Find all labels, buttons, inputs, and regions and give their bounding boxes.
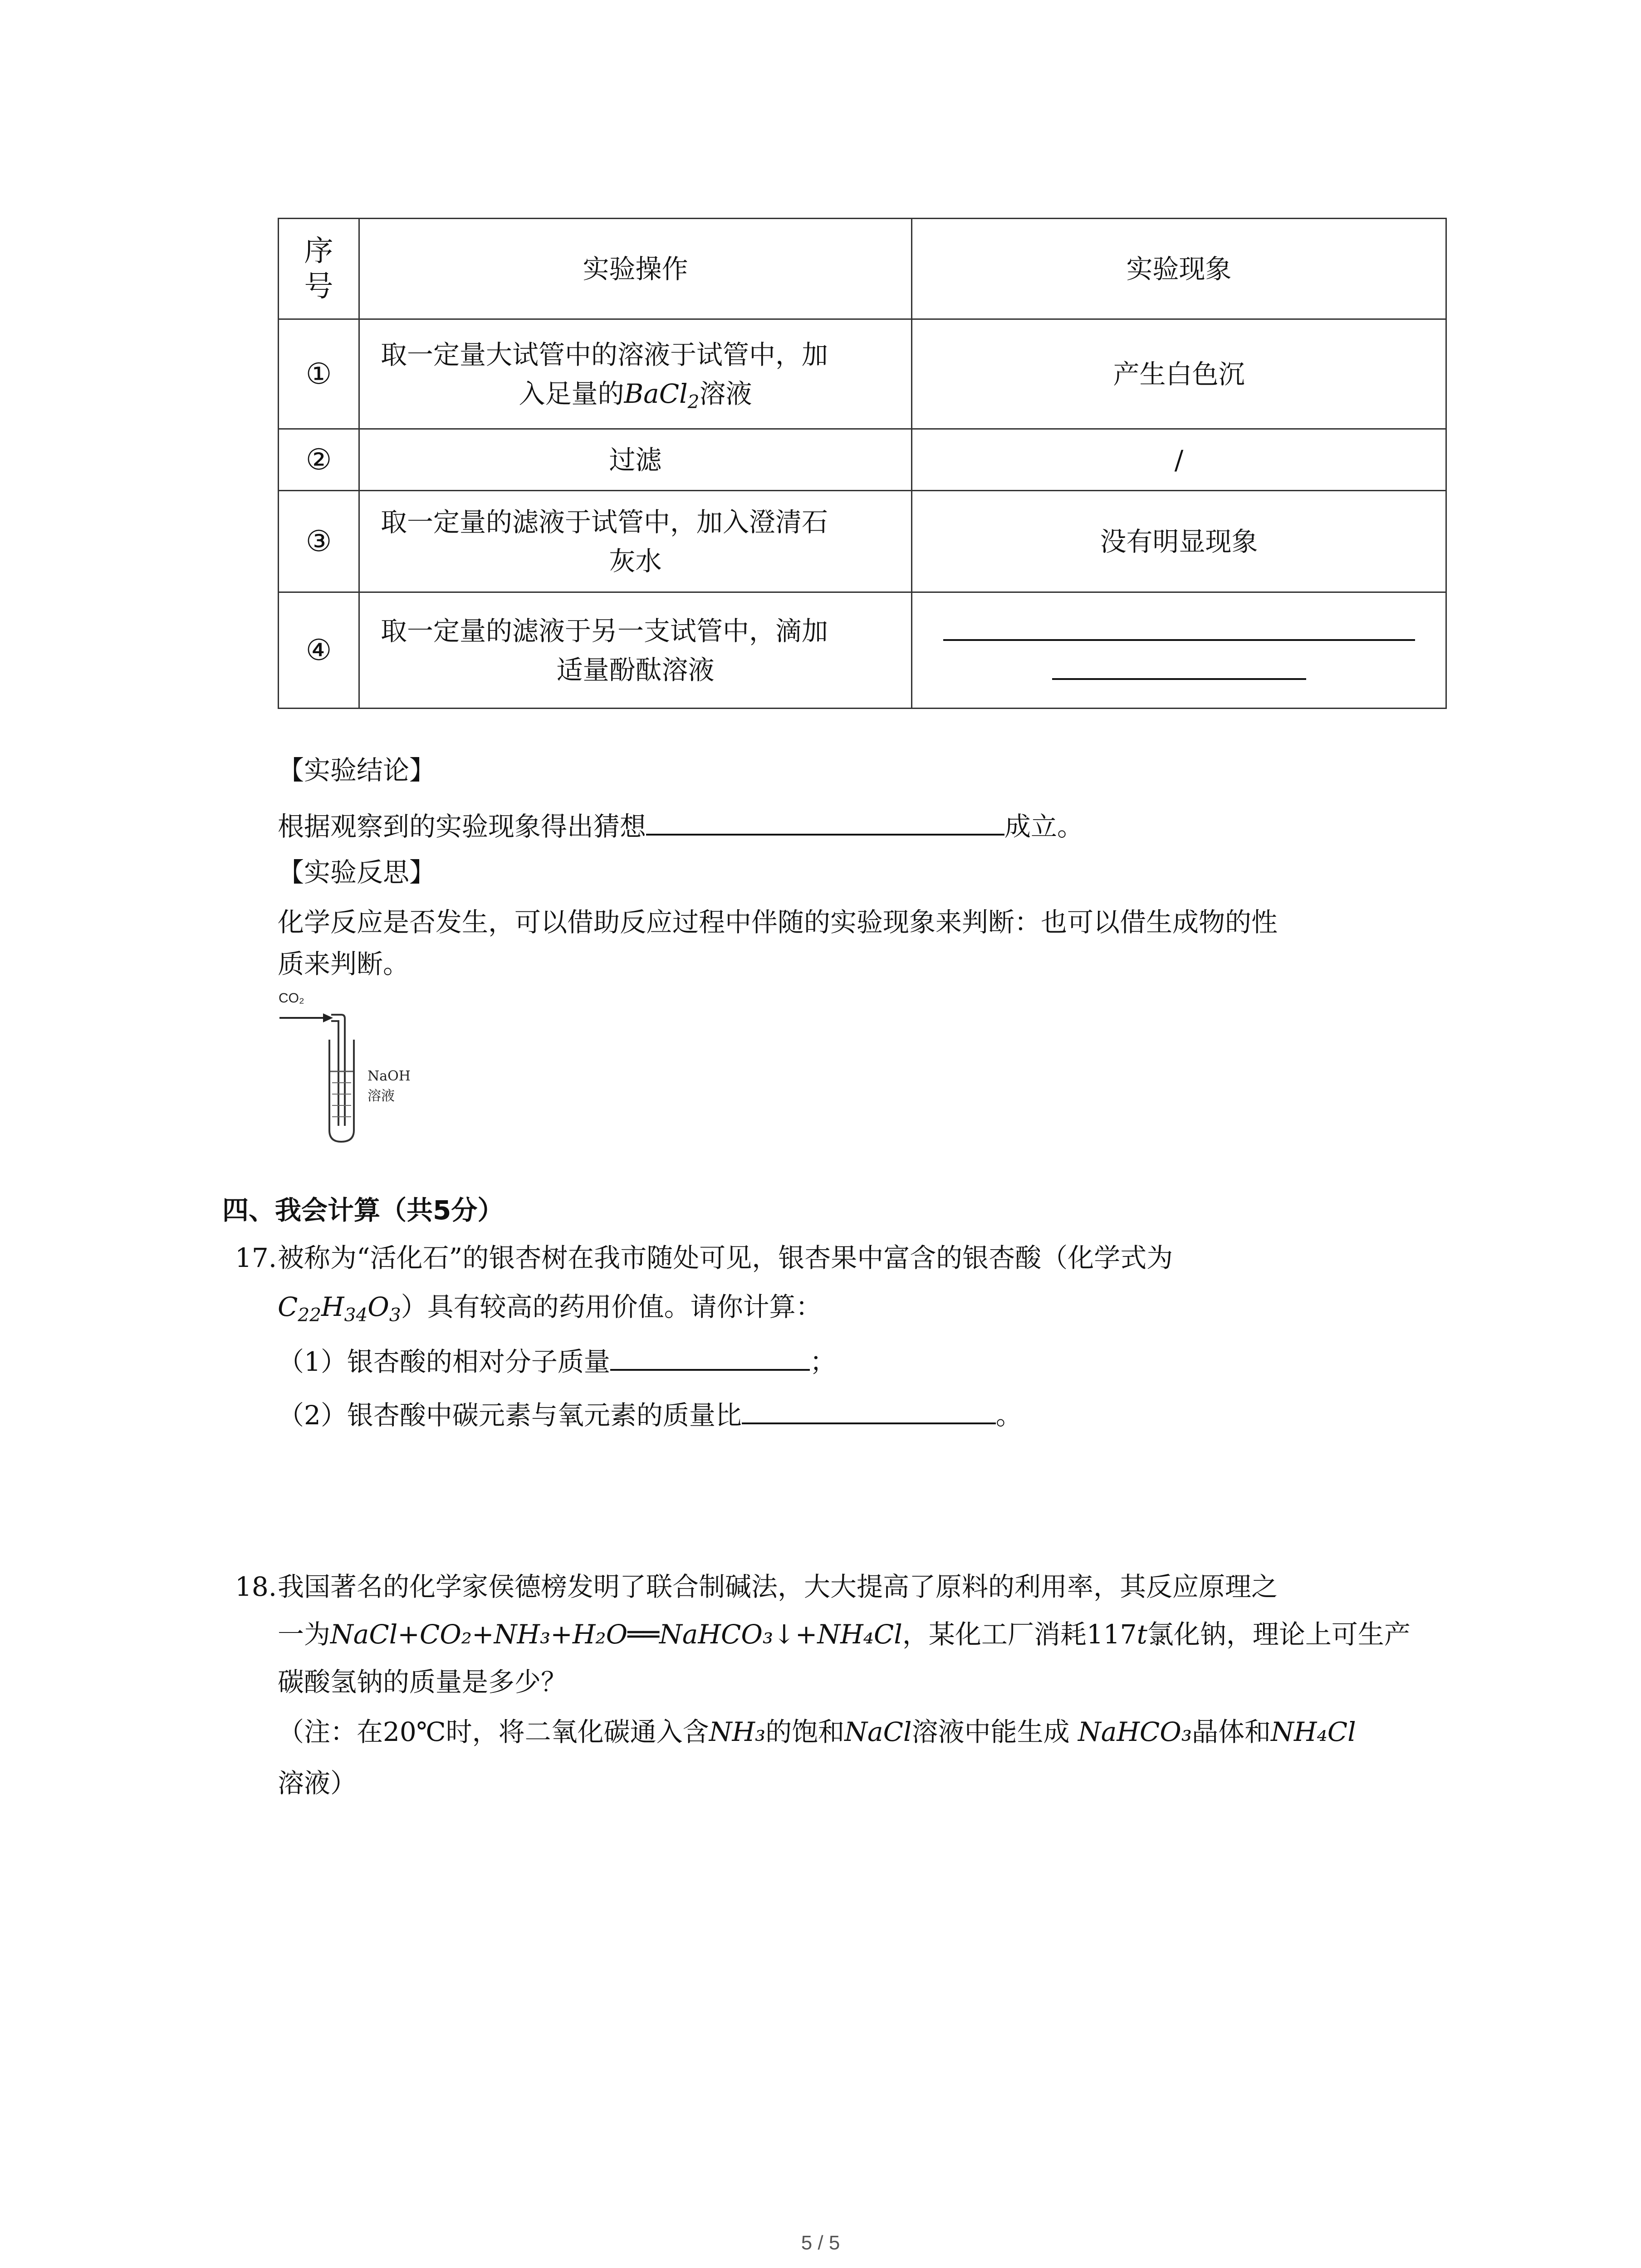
answer-blank[interactable] — [742, 1393, 996, 1424]
header-phenomenon: 实验现象 — [912, 219, 1446, 319]
op-line: 灰水 — [609, 545, 662, 577]
row-index: ④ — [279, 592, 359, 709]
op-line: 取一定量的滤液于另一支试管中，滴加 — [381, 615, 828, 646]
row-result: 没有明显现象 — [912, 491, 1446, 592]
q17-text: （1）银杏酸的相对分子质量 — [278, 1346, 610, 1377]
answer-blank[interactable] — [610, 1339, 810, 1371]
conclusion-title: 【实验结论】 — [278, 755, 436, 786]
row-operation — [359, 319, 912, 429]
test-tube — [329, 1040, 354, 1142]
op-line: 适量酚酞溶液 — [556, 654, 715, 685]
q17-text: ）具有较高的药用价值。请你计算： — [401, 1291, 822, 1322]
table-row — [279, 319, 1446, 429]
q18-line — [278, 1615, 1411, 1654]
q18-text: 氯化钠，理论上可生产 — [1147, 1619, 1411, 1650]
formula-text: C — [278, 1291, 298, 1322]
q18-line: 我国著名的化学家侯德榜发明了联合制碱法，大大提高了原料的利用率，其反应原理之 — [278, 1571, 1278, 1602]
op-line: 取一定量大试管中的溶液于试管中，加 — [381, 339, 828, 370]
row-result-blank[interactable] — [912, 592, 1446, 709]
q18-text: （注：在20℃时，将二氧化碳通入含 — [278, 1716, 709, 1747]
conclusion-blank[interactable] — [646, 804, 1004, 836]
row-operation — [359, 491, 912, 592]
q17-text: 。 — [995, 1400, 1022, 1431]
op-text: 入足量的 — [519, 378, 624, 409]
q18-text: 溶液中能生成 — [911, 1716, 1078, 1747]
q17-number: 17. — [235, 1242, 277, 1273]
op-text: 溶液 — [699, 378, 752, 409]
q17-text: ； — [809, 1346, 836, 1377]
q17-sub2 — [278, 1393, 1022, 1435]
q18-note: 溶液） — [278, 1768, 357, 1799]
row-operation — [359, 592, 912, 709]
row-index: ① — [279, 319, 359, 429]
subscript: 3 — [389, 1304, 401, 1326]
section-title: 四、我会计算（共5分） — [222, 1195, 504, 1226]
co2-naoh-apparatus-figure — [278, 990, 427, 1144]
op-line: 取一定量的滤液于试管中，加入澄清石 — [381, 506, 828, 538]
reaction-equation: NaCl+CO₂+NH₃+H₂O══NaHCO₃↓+NH₄Cl — [330, 1619, 902, 1650]
q17-text: （2）银杏酸中碳元素与氧元素的质量比 — [278, 1400, 742, 1431]
formula-text: O — [367, 1291, 389, 1322]
formula: NaCl — [844, 1716, 912, 1747]
row-result: 产生白色沉 — [912, 319, 1446, 429]
table-header-row — [279, 219, 1446, 319]
header-operation: 实验操作 — [359, 219, 912, 319]
answer-blank[interactable] — [1052, 641, 1306, 680]
subscript: 22 — [298, 1304, 322, 1326]
reflection-title: 【实验反思】 — [278, 857, 436, 888]
row-operation: 过滤 — [359, 429, 912, 491]
q18-text: 一为 — [278, 1619, 331, 1650]
subscript: 34 — [344, 1304, 368, 1326]
q17-line: 被称为“活化石”的银杏树在我市随处可见，银杏果中富含的银杏酸（化学式为 — [278, 1242, 1173, 1273]
reflection-line: 化学反应是否发生，可以借助反应过程中伴随的实验现象来判断：也可以借生成物的性 — [278, 907, 1278, 938]
q18-note — [278, 1712, 1356, 1751]
answer-blank[interactable] — [943, 621, 1415, 641]
row-index: ③ — [279, 491, 359, 592]
page-number: 5 / 5 — [801, 2232, 840, 2254]
conclusion-text: 根据观察到的实验现象得出猜想 — [278, 811, 647, 842]
formula: NaHCO₃ — [1078, 1716, 1192, 1747]
q18-number: 18. — [235, 1571, 277, 1602]
formula: NH₄Cl — [1271, 1716, 1356, 1747]
gas-label: CO₂ — [279, 991, 304, 1006]
table-row — [279, 592, 1446, 709]
formula — [624, 378, 700, 412]
header-index — [279, 219, 359, 319]
formula-text: BaCl — [624, 378, 688, 409]
op-line — [381, 374, 890, 413]
row-index: ② — [279, 429, 359, 491]
ginkgolic-acid-formula — [278, 1291, 401, 1326]
delivery-tube — [331, 1021, 338, 1126]
reflection-line: 质来判断。 — [278, 948, 410, 979]
q18-line: 碳酸氢钠的质量是多少？ — [278, 1667, 568, 1697]
subscript: 2 — [687, 390, 700, 412]
apparatus-diagram — [278, 990, 427, 1144]
experiment-table — [278, 218, 1447, 709]
formula: NH₃ — [709, 1716, 766, 1747]
formula-text: H — [321, 1291, 344, 1322]
unit: t — [1136, 1619, 1147, 1650]
q17-sub1 — [278, 1339, 836, 1381]
header-index-text: 序 号 — [304, 234, 333, 303]
q18-text: 的饱和 — [765, 1716, 845, 1747]
q18-text: ，某化工厂消耗117 — [902, 1619, 1137, 1650]
conclusion-text: 成立。 — [1004, 811, 1084, 842]
solution-label: NaOH — [367, 1068, 411, 1084]
conclusion-line — [278, 804, 1083, 846]
row-result: / — [912, 429, 1446, 491]
table-row — [279, 429, 1446, 491]
q18-text: 晶体和 — [1192, 1716, 1271, 1747]
table-row — [279, 491, 1446, 592]
q17-line — [278, 1287, 822, 1326]
solution-label: 溶液 — [367, 1088, 395, 1104]
